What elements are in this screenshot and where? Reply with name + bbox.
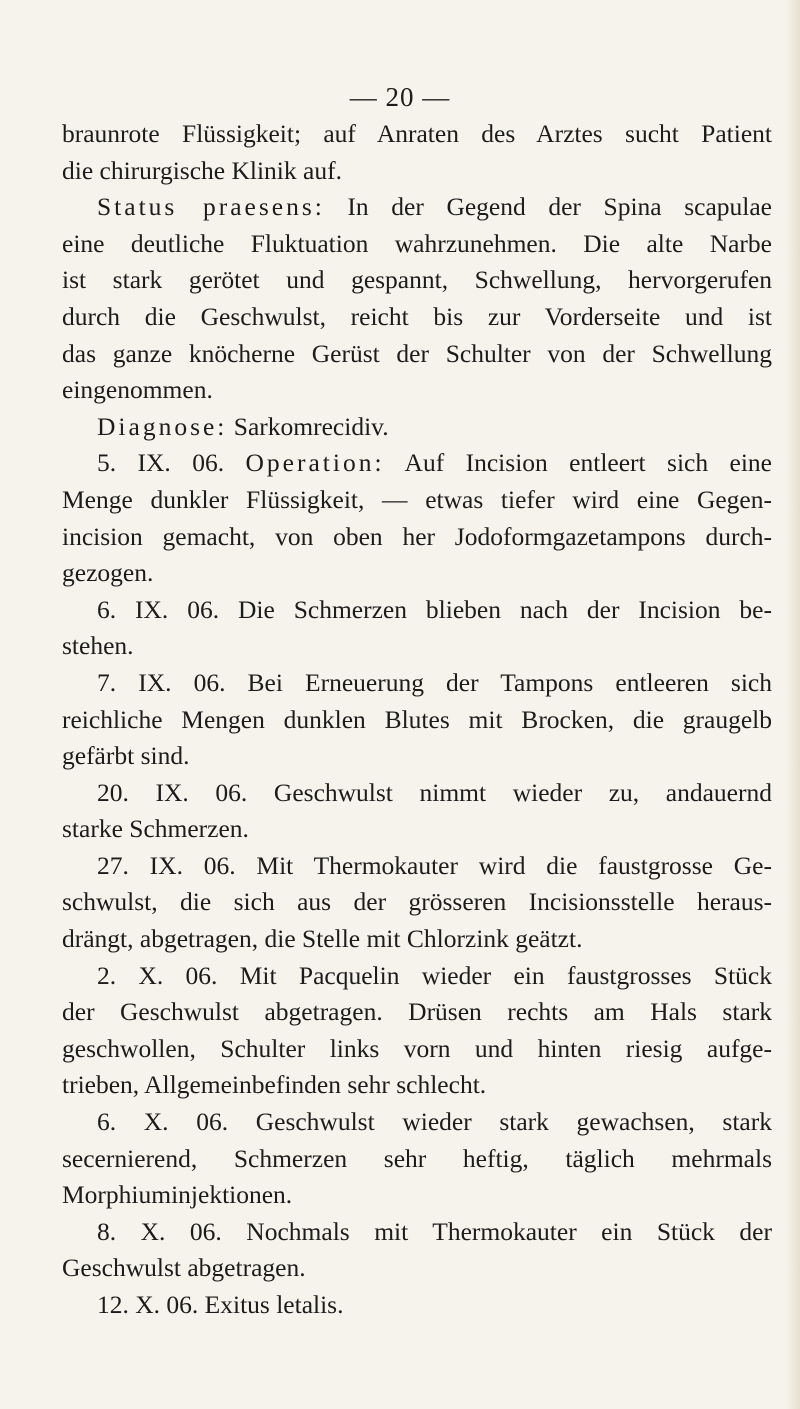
text-line: stehen.: [62, 631, 134, 661]
text-line: Morphiuminjektionen.: [62, 1180, 293, 1210]
text-line: Geschwulst abgetragen.: [62, 1253, 306, 1283]
text-line: 5. IX. 06. Operation: Auf Incision entleert sich eine: [97, 448, 772, 478]
text-line: secernierend, Schmerzen sehr heftig, täglich mehrmals: [62, 1143, 772, 1173]
text-line: 6. IX. 06. Die Schmerzen blieben nach der Incision be-: [97, 594, 772, 624]
text-line: ist stark gerötet und gespannt, Schwellung, hervorgerufen: [62, 265, 772, 295]
text-line: incision gemacht, von oben her Jodoformgazetampons durch-: [62, 521, 772, 551]
text-line: Status praesens: In der Gegend der Spina scapulae: [97, 192, 772, 222]
text-line: 7. IX. 06. Bei Erneuerung der Tampons entleeren sich: [97, 667, 772, 697]
text-line: 20. IX. 06. Geschwulst nimmt wieder zu, andauernd: [97, 777, 772, 807]
text-line: trieben, Allgemeinbefinden sehr schlecht.: [62, 1070, 487, 1100]
text-line: gefärbt sind.: [62, 741, 190, 771]
text-line: das ganze knöcherne Gerüst der Schulter von der Schwellung: [62, 338, 772, 368]
text-line: eingenommen.: [62, 375, 213, 405]
text-line: 8. X. 06. Nochmals mit Thermokauter ein Stück der: [97, 1216, 772, 1246]
text-line: Menge dunkler Flüssigkeit, — etwas tiefer wird eine Gegen-: [62, 484, 772, 514]
text-line: schwulst, die sich aus der grösseren Incisionsstelle heraus-: [62, 887, 772, 917]
text-line: durch die Geschwulst, reicht bis zur Vorderseite und ist: [62, 301, 772, 331]
text-line: geschwollen, Schulter links vorn und hinten riesig aufge-: [62, 1033, 772, 1063]
text-line: der Geschwulst abgetragen. Drüsen rechts am Hals stark: [62, 997, 772, 1027]
page-edge-shadow: [786, 0, 800, 1409]
text-line: reichliche Mengen dunklen Blutes mit Brocken, die graugelb: [62, 704, 772, 734]
operation-heading: Operation:: [245, 448, 385, 478]
text-line: 27. IX. 06. Mit Thermokauter wird die faustgrosse Ge-: [97, 850, 772, 880]
text-line: 2. X. 06. Mit Pacquelin wieder ein faustgrosses Stück: [97, 960, 772, 990]
text-line: gezogen.: [62, 558, 154, 588]
diagnose-heading: Diagnose:: [97, 411, 228, 441]
body-text: [62, 116, 772, 1324]
page-number: — 20 —: [349, 82, 451, 112]
status-praesens-heading: Status praesens:: [97, 192, 325, 222]
text-line: 6. X. 06. Geschwulst wieder stark gewachsen, stark: [97, 1107, 772, 1137]
text-line: starke Schmerzen.: [62, 814, 249, 844]
text-line: 12. X. 06. Exitus letalis.: [97, 1290, 344, 1319]
text-line: die chirurgische Klinik auf.: [62, 155, 342, 185]
text-line: eine deutliche Fluktuation wahrzunehmen. Die alte Narbe: [62, 228, 772, 258]
text-line: braunrote Flüssigkeit; auf Anraten des Arztes sucht Patient: [62, 119, 772, 148]
text-line: drängt, abgetragen, die Stelle mit Chlorzink geätzt.: [62, 924, 583, 954]
text-line: Diagnose: Sarkomrecidiv.: [97, 411, 389, 441]
